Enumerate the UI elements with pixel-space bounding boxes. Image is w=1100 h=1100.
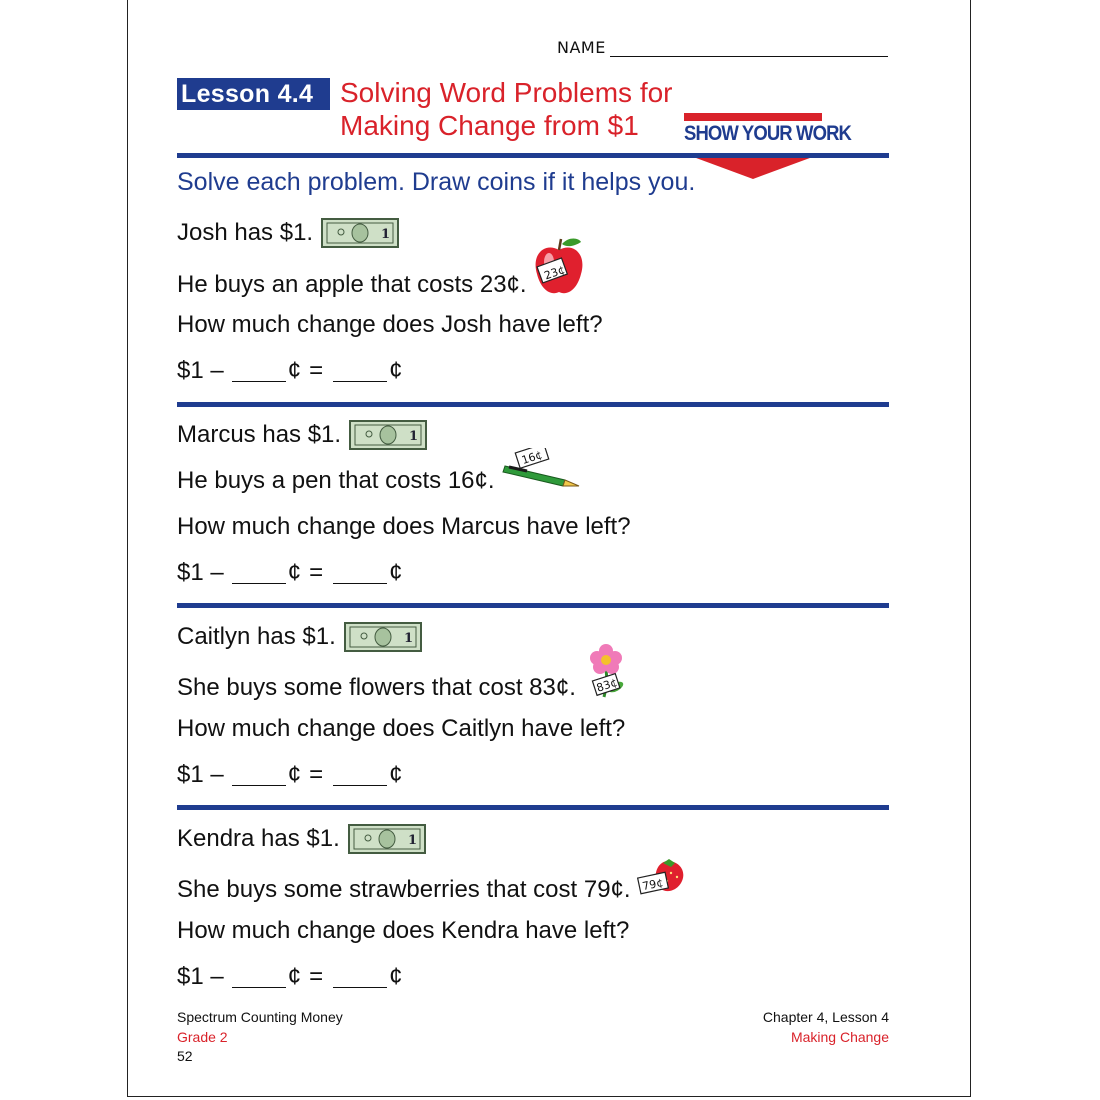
svg-text:1: 1 (381, 227, 391, 242)
lesson-badge: Lesson 4.4 (177, 78, 330, 110)
answer-blank-change[interactable] (333, 361, 387, 382)
problem-4-purchase: She buys some strawberries that cost 79¢. 79¢ (177, 871, 687, 908)
svg-text:1: 1 (409, 429, 419, 444)
svg-text:1: 1 (407, 833, 417, 848)
title-line-2: Making Change from $1 (340, 110, 639, 141)
dollar-bill-icon (344, 622, 422, 652)
problem-2-statement: Marcus has $1. 1 (177, 420, 427, 450)
footer-left (177, 1008, 343, 1067)
section-divider (177, 153, 889, 158)
problem-1-equation: $1 – ¢ = ¢ (177, 357, 403, 384)
answer-blank-price[interactable] (232, 361, 286, 382)
title-line-1: Solving Word Problems for (340, 77, 673, 108)
problem-1-question: How much change does Josh have left? (177, 311, 603, 338)
answer-blank-price[interactable] (232, 563, 286, 584)
problem-4-equation: $1 – ¢ = ¢ (177, 963, 403, 990)
problem-2-question: How much change does Marcus have left? (177, 513, 631, 540)
book-title: Spectrum Counting Money (177, 1009, 343, 1025)
problem-4-question: How much change does Kendra have left? (177, 917, 630, 944)
page-number: 52 (177, 1048, 193, 1064)
problem-2-equation: $1 – ¢ = ¢ (177, 559, 403, 586)
dollar-bill-icon (348, 824, 426, 854)
name-blank-line[interactable] (610, 40, 888, 57)
show-your-work-banner (684, 113, 852, 179)
dollar-bill-icon (349, 420, 427, 450)
chapter-label: Chapter 4, Lesson 4 (762, 1009, 889, 1025)
price-tag: 83¢ (594, 675, 619, 695)
pen-icon (501, 448, 583, 495)
problem-1-statement: Josh has $1. 1 (177, 218, 399, 248)
section-divider (177, 805, 889, 810)
flower-icon (582, 643, 632, 706)
problem-3-equation: $1 – ¢ = ¢ (177, 761, 403, 788)
problem-1-purchase: He buys an apple that costs 23¢. 23¢ (177, 264, 585, 305)
price-tag: 79¢ (640, 876, 665, 894)
name-field[interactable] (557, 38, 888, 57)
down-arrow-icon (688, 155, 818, 179)
banner-red-bar (684, 113, 822, 121)
footer-right (763, 1008, 889, 1047)
answer-blank-change[interactable] (333, 765, 387, 786)
name-label: NAME (557, 38, 606, 57)
apple-icon (533, 236, 585, 305)
answer-blank-change[interactable] (333, 967, 387, 988)
dollar-bill-icon (321, 218, 399, 248)
price-tag: 16¢ (519, 448, 544, 468)
topic-label: Making Change (790, 1028, 889, 1045)
svg-text:1: 1 (403, 631, 413, 646)
price-tag: 23¢ (542, 263, 567, 283)
problem-3-purchase: She buys some flowers that cost 83¢. 83¢ (177, 669, 632, 706)
answer-blank-price[interactable] (232, 967, 286, 988)
section-divider (177, 402, 889, 407)
show-your-work-label: SHOW YOUR WORK (684, 122, 852, 145)
answer-blank-price[interactable] (232, 765, 286, 786)
problem-4-statement: Kendra has $1. 1 (177, 824, 426, 854)
lesson-title (340, 76, 673, 142)
answer-blank-change[interactable] (333, 563, 387, 584)
strawberry-icon (637, 857, 687, 908)
grade-label: Grade 2 (177, 1028, 228, 1045)
problem-3-statement: Caitlyn has $1. 1 (177, 622, 422, 652)
instructions: Solve each problem. Draw coins if it helps you. (177, 168, 696, 196)
problem-2-purchase: He buys a pen that costs 16¢. 16¢ (177, 466, 583, 495)
problem-3-question: How much change does Caitlyn have left? (177, 715, 626, 742)
section-divider (177, 603, 889, 608)
